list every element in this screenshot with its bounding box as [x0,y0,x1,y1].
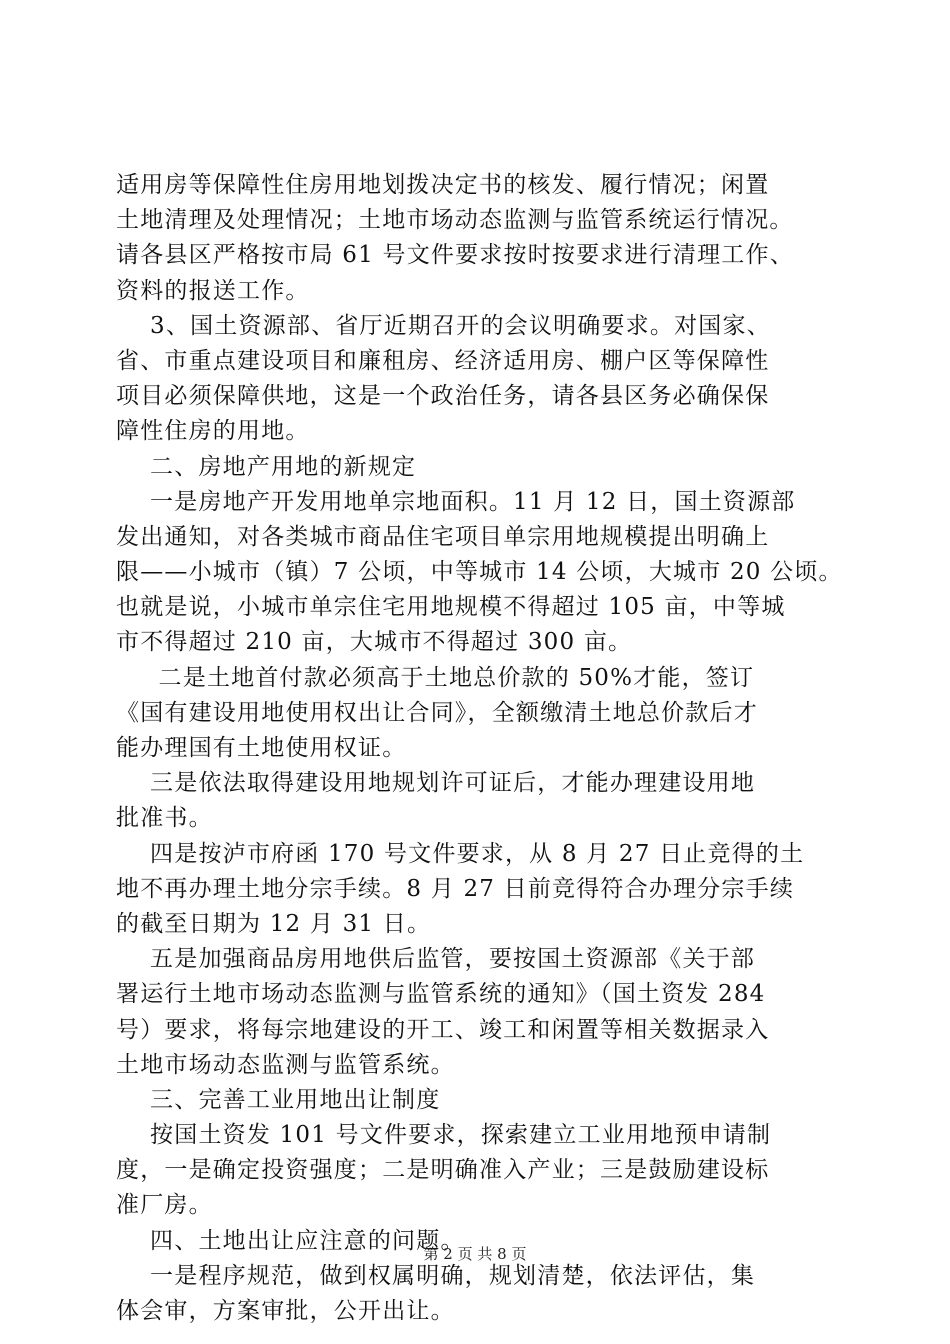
text-line: 地不再办理土地分宗手续。8 月 27 日前竞得符合办理分宗手续 [116,875,795,902]
text-line: 度，一是确定投资强度；二是明确准入产业；三是鼓励建设标 [116,1157,770,1184]
section-heading: 四、土地出让应注意的问题。 [116,1227,465,1254]
section-heading: 二、房地产用地的新规定 [116,453,417,480]
text-line: 二是土地首付款必须高于土地总价款的 50%才能，签订 [116,664,755,691]
text-line: 能办理国有土地使用权证。 [116,735,407,761]
text-line: 障性住房的用地。 [116,418,310,445]
text-line: 《国有建设用地使用权出让合同》，全额缴清土地总价款后才 [116,699,758,726]
text-line: 体会审，方案审批，公开出让。 [116,1298,455,1324]
text-line: 适用房等保障性住房用地划拨决定书的核发、履行情况；闲置 [116,172,770,198]
text-line: 资料的报送工作。 [116,277,310,304]
text-line: 也就是说，小城市单宗住宅用地规模不得超过 105 亩，中等城 [116,594,786,621]
text-line: 五是加强商品房用地供后监管，要按国土资源部《关于部 [116,946,756,973]
page-footer [0,1244,950,1264]
text-line: 限——小城市（镇）7 公顷，中等城市 14 公顷，大城市 20 公顷。 [116,559,843,586]
text-line: 一是程序规范，做到权属明确，规划清楚，依法评估，集 [116,1262,756,1289]
text-line: 批准书。 [116,805,213,832]
section-heading: 三、完善工业用地出让制度 [116,1086,441,1113]
text-line: 项目必须保障供地，这是一个政治任务，请各县区务必确保保 [116,383,770,410]
text-line: 按国土资发 101 号文件要求，探索建立工业用地预申请制 [116,1122,772,1149]
text-line: 一是房地产开发用地单宗地面积。11 月 12 日，国土资源部 [116,488,796,515]
text-line: 的截至日期为 12 月 31 日。 [116,910,432,937]
text-line: 土地市场动态监测与监管系统。 [116,1051,455,1078]
text-line: 请各县区严格按市局 61 号文件要求按时按要求进行清理工作、 [116,242,794,269]
text-line: 三是依法取得建设用地规划许可证后，才能办理建设用地 [116,770,756,797]
text-line: 号）要求，将每宗地建设的开工、竣工和闲置等相关数据录入 [116,1016,770,1043]
text-line: 发出通知，对各类城市商品住宅项目单宗用地规模提出明确上 [116,523,770,550]
text-line: 3、国土资源部、省厅近期召开的会议明确要求。对国家、 [116,312,771,339]
text-line: 土地清理及处理情况；土地市场动态监测与监管系统运行情况。 [116,207,794,234]
text-line: 四是按泸市府函 170 号文件要求，从 8 月 27 日止竞得的土 [116,840,805,867]
text-line: 省、市重点建设项目和廉租房、经济适用房、棚户区等保障性 [116,347,770,374]
page-number: 第 2 页 共 8 页 [423,1245,527,1263]
text-line: 署运行土地市场动态监测与监管系统的通知》（国土资发 284 [116,981,766,1008]
document-body [116,168,843,1329]
text-line: 准厂房。 [116,1192,213,1219]
text-line: 市不得超过 210 亩，大城市不得超过 300 亩。 [116,629,633,656]
